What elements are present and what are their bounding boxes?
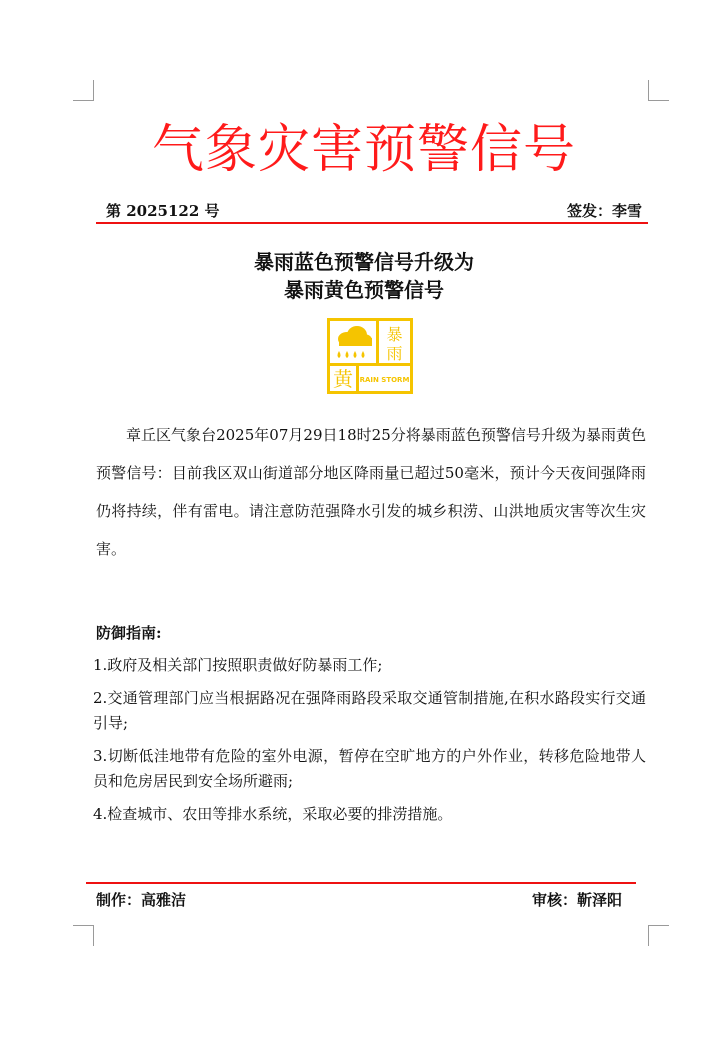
guide-item: 2.交通管理部门应当根据路况在强降雨路段采取交通管制措施,在积水路段实行交通引导; bbox=[93, 689, 646, 732]
crop-mark-bottom-right bbox=[648, 925, 669, 946]
warning-title-line2: 暴雨黄色预警信号 bbox=[284, 278, 444, 302]
maker: 制作：高雅洁 bbox=[96, 891, 187, 909]
rainstorm-yellow-signal-icon bbox=[327, 318, 413, 394]
signal-char-yu: 雨 bbox=[386, 344, 403, 363]
signal-char-huang: 黄 bbox=[333, 367, 353, 391]
footer-row bbox=[96, 889, 622, 911]
masthead-title: 气象灾害预警信号 bbox=[151, 120, 576, 180]
crop-mark-bottom-left bbox=[73, 925, 94, 946]
issue-number: 第 2025122 号 bbox=[106, 202, 220, 220]
footer-divider bbox=[86, 882, 636, 884]
signal-char-bao: 暴 bbox=[386, 325, 403, 344]
crop-mark-top-right bbox=[648, 80, 669, 101]
reviewer: 审核：靳泽阳 bbox=[531, 891, 622, 909]
crop-mark-top-left bbox=[73, 80, 94, 101]
header-divider bbox=[96, 222, 648, 224]
signer: 签发：李雪 bbox=[566, 202, 642, 220]
issue-row bbox=[96, 200, 648, 222]
guide-item: 1.政府及相关部门按照职责做好防暴雨工作; bbox=[93, 656, 383, 674]
signal-caption: RAIN STORM bbox=[359, 376, 410, 384]
guide-item: 4.检查城市、农田等排水系统，采取必要的排涝措施。 bbox=[93, 805, 453, 823]
guide-item: 3.切断低洼地带有危险的室外电源，暂停在空旷地方的户外作业，转移危险地带人员和危房居民到安全场所避雨; bbox=[93, 747, 646, 790]
warning-body: 章丘区气象台2025年07月29日18时25分将暴雨蓝色预警信号升级为暴雨黄色预警信号：目前我区双山街道部分地区降雨量已超过50毫米，预计今天夜间强降雨仍将持续，伴有雷电。请注意防范强降水引发的城乡积涝、山洪地质灾害等次生灾害。 bbox=[96, 426, 646, 558]
warning-title-line1: 暴雨蓝色预警信号升级为 bbox=[254, 250, 474, 274]
guide-list bbox=[93, 653, 646, 835]
guide-heading: 防御指南: bbox=[96, 624, 162, 642]
